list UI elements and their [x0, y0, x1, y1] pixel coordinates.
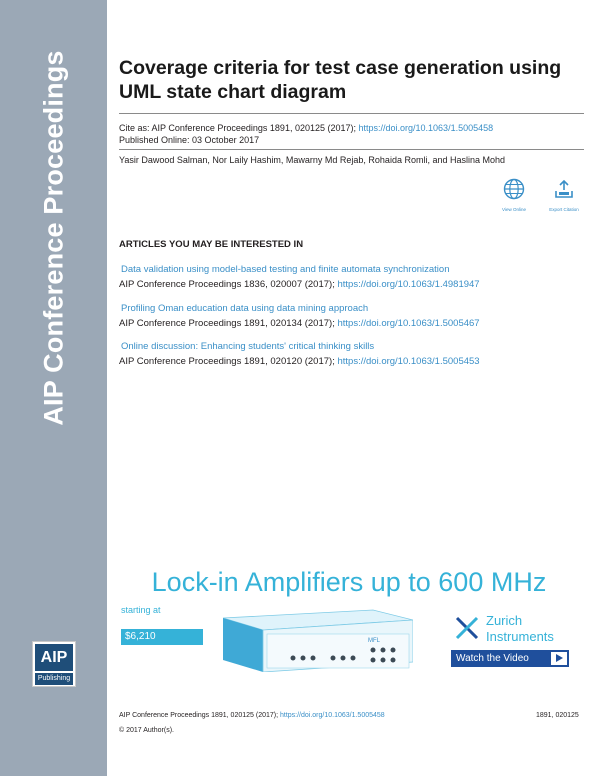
publishing-logo-text: Publishing: [35, 673, 73, 685]
footer-citation-text: AIP Conference Proceedings 1891, 020125 (2017);: [119, 712, 280, 719]
related-article-citation: AIP Conference Proceedings 1891, 020134 (2017);: [119, 318, 338, 329]
brand-name-line1: Zurich: [486, 613, 523, 628]
citation-text: Cite as: AIP Conference Proceedings 1891, 020125 (2017);: [119, 123, 359, 133]
citation-line: [119, 122, 493, 134]
related-article-ref: [119, 279, 480, 290]
brand-name-line2: Instruments: [486, 629, 554, 644]
related-article-citation: AIP Conference Proceedings 1836, 020007 (2017);: [119, 279, 338, 290]
copyright: © 2017 Author(s).: [119, 727, 174, 734]
aip-logo-text: AIP: [35, 644, 73, 671]
device-label: MFL: [368, 638, 380, 644]
ad-headline: Lock-in Amplifiers up to 600 MHz: [151, 567, 547, 597]
export-citation-button[interactable]: [542, 178, 586, 212]
zurich-instruments-logo-icon: [454, 615, 480, 641]
globe-icon: [503, 178, 525, 200]
related-article-title[interactable]: Data validation using model-based testing and finite automata synchronization: [121, 264, 450, 275]
footer-page-number: 1891, 020125: [536, 712, 579, 719]
related-article-title[interactable]: Profiling Oman education data using data mining approach: [121, 303, 369, 314]
export-icon: [553, 178, 575, 200]
watch-video-button[interactable]: [451, 650, 569, 667]
lock-in-amplifier-image: [223, 600, 413, 672]
play-icon: [551, 652, 567, 665]
related-articles-heading: ARTICLES YOU MAY BE INTERESTED IN: [119, 239, 304, 250]
author-list: Yasir Dawood Salman, Nor Laily Hashim, Mawarny Md Rejab, Rohaida Romli, and Haslina Mohd: [119, 155, 505, 165]
related-article-citation: AIP Conference Proceedings 1891, 020120 (2017);: [119, 356, 338, 367]
ad-starting-label: starting at: [121, 605, 161, 615]
related-article-title[interactable]: Online discussion: Enhancing students' critical thinking skills: [121, 341, 375, 352]
view-online-button[interactable]: [492, 178, 536, 212]
aip-publishing-logo[interactable]: [32, 641, 76, 687]
divider: [119, 113, 584, 114]
export-citation-label: Export Citation: [549, 207, 579, 212]
footer-citation: [119, 712, 385, 719]
watch-video-label: Watch the Video: [456, 653, 529, 664]
journal-name: AIP Conference Proceedings: [38, 50, 69, 426]
footer-doi-link[interactable]: https://doi.org/10.1063/1.5005458: [279, 712, 385, 719]
divider: [119, 149, 584, 150]
related-article-doi-link[interactable]: https://doi.org/10.1063/1.4981947: [337, 279, 480, 290]
view-online-label: View Online: [502, 207, 526, 212]
citation-doi-link[interactable]: https://doi.org/10.1063/1.5005458: [358, 123, 494, 133]
paper-title: Coverage criteria for test case generation using UML state chart diagram: [119, 57, 562, 103]
advertisement-banner[interactable]: [119, 563, 579, 685]
related-article-doi-link[interactable]: https://doi.org/10.1063/1.5005467: [337, 318, 480, 329]
ad-price: $6,210: [121, 629, 203, 645]
journal-sidebar: [0, 0, 107, 776]
related-article-doi-link[interactable]: https://doi.org/10.1063/1.5005453: [337, 356, 480, 367]
related-article-ref: [119, 318, 480, 329]
related-article-ref: [119, 356, 480, 367]
published-date: Published Online: 03 October 2017: [119, 135, 260, 145]
